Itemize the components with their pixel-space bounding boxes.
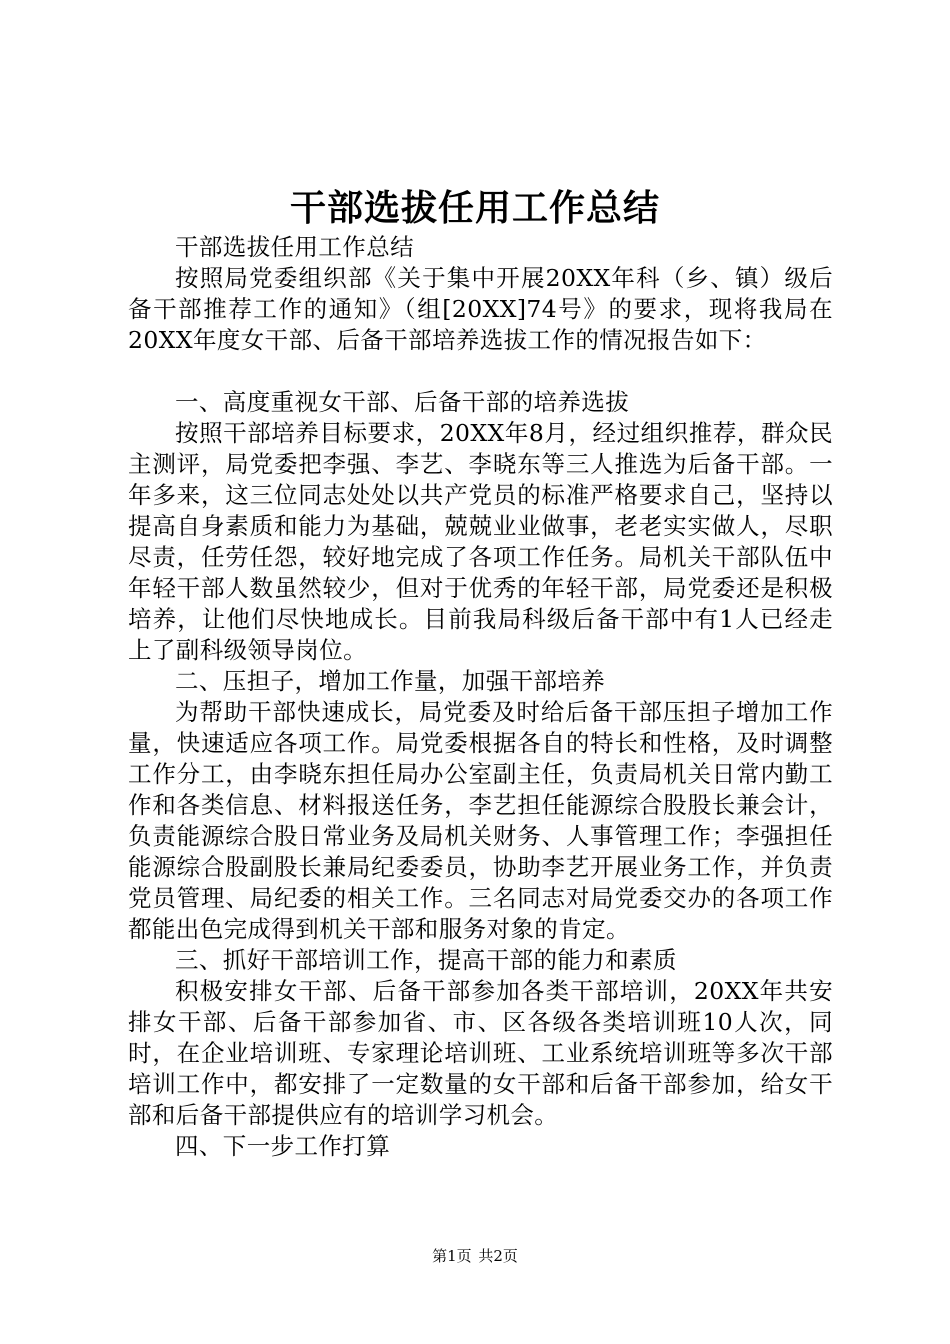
body-paragraph-intro: 按照局党委组织部《关于集中开展20XX年科（乡、镇）级后备干部推荐工作的通知》（组[20XX]74号》的要求，现将我局在20XX年度女干部、后备干部培养选拔工作的情况报告如下： (128, 264, 833, 354)
section-heading-1: 一、高度重视女干部、后备干部的培养选拔 (175, 388, 630, 416)
section-heading-3: 三、抓好干部培训工作，提高干部的能力和素质 (175, 946, 677, 974)
body-paragraph-section-2: 为帮助干部快速成长，局党委及时给后备干部压担子增加工作量，快速适应各项工作。局党委根据各自的特长和性格，及时调整工作分工，由李晓东担任局办公室副主任，负责局机关日常内勤工作和各类信息、材料报送任务，李艺担任能源综合股股长兼会计，负责能源综合股日常业务及局机关财务、人事管理工作；李强担任能源综合股副股长兼局纪委委员，协助李艺开展业务工作，并负责党员管理、局纪委的相关工作。三名同志对局党委交办的各项工作都能出色完成得到机关干部和服务对象的肯定。 (128, 698, 833, 943)
body-paragraph-section-3: 积极安排女干部、后备干部参加各类干部培训，20XX年共安排女干部、后备干部参加省、市、区各级各类培训班10人次，同时，在企业培训班、专家理论培训班、工业系统培训班等多次干部培训工作中，都安排了一定数量的女干部和后备干部参加，给女干部和后备干部提供应有的培训学习机会。 (128, 977, 833, 1129)
section-heading-2: 二、压担子，增加工作量，加强干部培养 (175, 667, 606, 695)
section-heading-4: 四、下一步工作打算 (175, 1132, 391, 1160)
body-paragraph-subtitle: 干部选拔任用工作总结 (175, 233, 414, 261)
body-paragraph-section-1: 按照干部培养目标要求，20XX年8月，经过组织推荐，群众民主测评，局党委把李强、李艺、李晓东等三人推选为后备干部。一年多来，这三位同志处处以共产党员的标准严格要求自己，坚持以提高自身素质和能力为基础，兢兢业业做事，老老实实做人，尽职尽责，任劳任怨，较好地完成了各项工作任务。局机关干部队伍中年轻干部人数虽然较少，但对于优秀的年轻干部，局党委还是积极培养，让他们尽快地成长。目前我局科级后备干部中有1人已经走上了副科级领导岗位。 (128, 419, 833, 664)
document-title: 干部选拔任用工作总结 (289, 187, 660, 229)
document-body (128, 232, 833, 1162)
page-footer: 第1页 共2页 (432, 1247, 518, 1265)
